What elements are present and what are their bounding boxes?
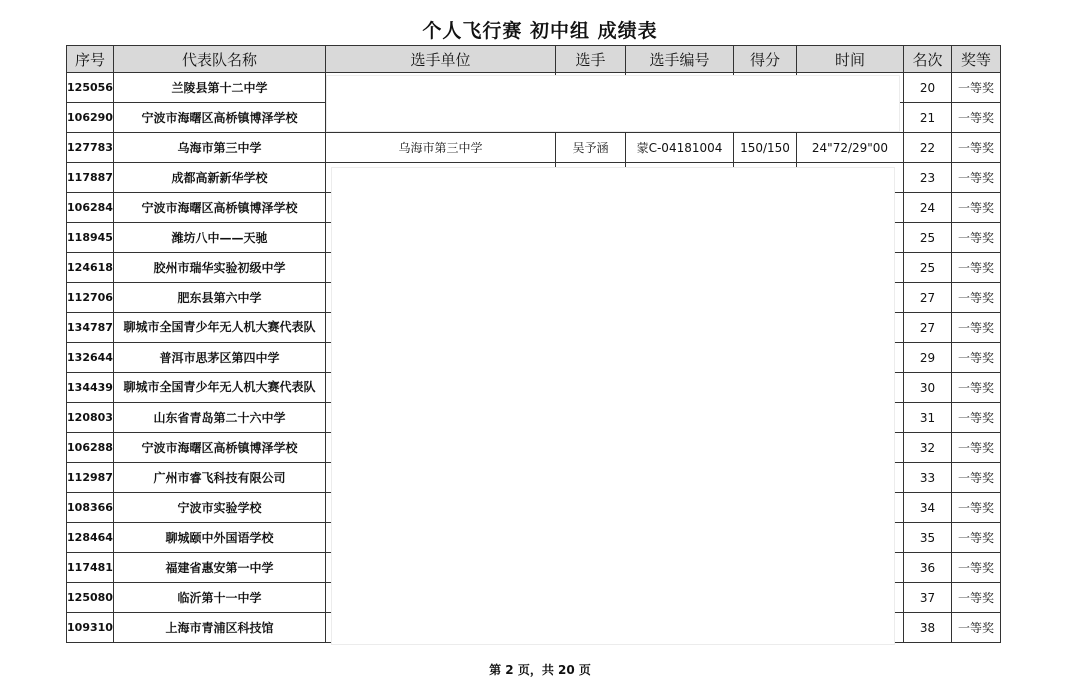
cell-time: 24"72/29"00 <box>797 133 904 163</box>
header-row <box>67 46 1001 73</box>
cell-seq: 125080 <box>67 583 114 613</box>
cell-seq: 132644 <box>67 343 114 373</box>
cell-team: 广州市睿飞科技有限公司 <box>114 463 326 493</box>
cell-team: 宁波市海曙区高桥镇博泽学校 <box>114 433 326 463</box>
cell-seq: 112706 <box>67 283 114 313</box>
table-row <box>67 133 1001 163</box>
column-header-player: 选手 <box>556 46 626 73</box>
cell-seq: 120803 <box>67 403 114 433</box>
cell-team: 聊城颐中外国语学校 <box>114 523 326 553</box>
cell-rank: 36 <box>904 553 952 583</box>
cell-award: 一等奖 <box>952 373 1001 403</box>
cell-team: 福建省惠安第一中学 <box>114 553 326 583</box>
cell-award: 一等奖 <box>952 613 1001 643</box>
cell-team: 胶州市瑞华实验初级中学 <box>114 253 326 283</box>
cell-rank: 35 <box>904 523 952 553</box>
cell-award: 一等奖 <box>952 103 1001 133</box>
cell-seq: 106290 <box>67 103 114 133</box>
cell-award: 一等奖 <box>952 163 1001 193</box>
cell-award: 一等奖 <box>952 133 1001 163</box>
cell-rank: 33 <box>904 463 952 493</box>
column-header-number: 选手编号 <box>626 46 734 73</box>
cell-seq: 117481 <box>67 553 114 583</box>
cell-seq: 117887 <box>67 163 114 193</box>
cell-award: 一等奖 <box>952 433 1001 463</box>
cell-seq: 112987 <box>67 463 114 493</box>
column-header-time: 时间 <box>797 46 904 73</box>
cell-seq: 125056 <box>67 73 114 103</box>
cell-award: 一等奖 <box>952 283 1001 313</box>
cell-award: 一等奖 <box>952 583 1001 613</box>
cell-team: 乌海市第三中学 <box>114 133 326 163</box>
cell-rank: 23 <box>904 163 952 193</box>
cell-seq: 109310 <box>67 613 114 643</box>
cell-rank: 27 <box>904 313 952 343</box>
cell-award: 一等奖 <box>952 403 1001 433</box>
cell-award: 一等奖 <box>952 523 1001 553</box>
cell-rank: 38 <box>904 613 952 643</box>
cell-team: 临沂第十一中学 <box>114 583 326 613</box>
cell-rank: 21 <box>904 103 952 133</box>
cell-rank: 29 <box>904 343 952 373</box>
cell-team: 聊城市全国青少年无人机大赛代表队 <box>114 373 326 403</box>
cell-team: 潍坊八中——天驰 <box>114 223 326 253</box>
cell-seq: 118945 <box>67 223 114 253</box>
cell-rank: 24 <box>904 193 952 223</box>
cell-award: 一等奖 <box>952 493 1001 523</box>
cell-team: 宁波市海曙区高桥镇博泽学校 <box>114 103 326 133</box>
column-header-score: 得分 <box>734 46 797 73</box>
cell-team: 兰陵县第十二中学 <box>114 73 326 103</box>
cell-seq: 106284 <box>67 193 114 223</box>
cell-rank: 30 <box>904 373 952 403</box>
cell-seq: 108366 <box>67 493 114 523</box>
cell-award: 一等奖 <box>952 463 1001 493</box>
column-header-team: 代表队名称 <box>114 46 326 73</box>
cell-rank: 34 <box>904 493 952 523</box>
cell-score: 150/150 <box>734 133 797 163</box>
cell-team: 山东省青岛第二十六中学 <box>114 403 326 433</box>
cell-seq: 128464 <box>67 523 114 553</box>
cell-team: 成都高新新华学校 <box>114 163 326 193</box>
cell-team: 肥东县第六中学 <box>114 283 326 313</box>
cell-team: 宁波市实验学校 <box>114 493 326 523</box>
cell-seq: 127783 <box>67 133 114 163</box>
cell-rank: 31 <box>904 403 952 433</box>
page-footer: 第 2 页，共 20 页 <box>489 663 591 677</box>
cell-award: 一等奖 <box>952 253 1001 283</box>
cell-seq: 124618 <box>67 253 114 283</box>
cell-rank: 37 <box>904 583 952 613</box>
column-header-rank: 名次 <box>904 46 952 73</box>
cell-team: 上海市青浦区科技馆 <box>114 613 326 643</box>
cell-seq: 106288 <box>67 433 114 463</box>
cell-seq: 134439 <box>67 373 114 403</box>
cell-rank: 20 <box>904 73 952 103</box>
page-title: 个人飞行赛 初中组 成绩表 <box>422 20 658 42</box>
redaction-block <box>331 167 895 645</box>
cell-rank: 22 <box>904 133 952 163</box>
cell-award: 一等奖 <box>952 193 1001 223</box>
cell-award: 一等奖 <box>952 553 1001 583</box>
cell-number: 蒙C-04181004 <box>626 133 734 163</box>
column-header-seq: 序号 <box>67 46 114 73</box>
cell-rank: 25 <box>904 253 952 283</box>
cell-unit: 乌海市第三中学 <box>326 133 556 163</box>
cell-award: 一等奖 <box>952 313 1001 343</box>
column-header-award: 奖等 <box>952 46 1001 73</box>
cell-award: 一等奖 <box>952 343 1001 373</box>
cell-rank: 25 <box>904 223 952 253</box>
cell-rank: 32 <box>904 433 952 463</box>
cell-player: 吴予涵 <box>556 133 626 163</box>
redaction-block <box>326 75 900 132</box>
cell-team: 宁波市海曙区高桥镇博泽学校 <box>114 193 326 223</box>
cell-team: 普洱市思茅区第四中学 <box>114 343 326 373</box>
cell-rank: 27 <box>904 283 952 313</box>
cell-award: 一等奖 <box>952 223 1001 253</box>
cell-seq: 134787 <box>67 313 114 343</box>
cell-award: 一等奖 <box>952 73 1001 103</box>
cell-team: 聊城市全国青少年无人机大赛代表队 <box>114 313 326 343</box>
column-header-unit: 选手单位 <box>326 46 556 73</box>
